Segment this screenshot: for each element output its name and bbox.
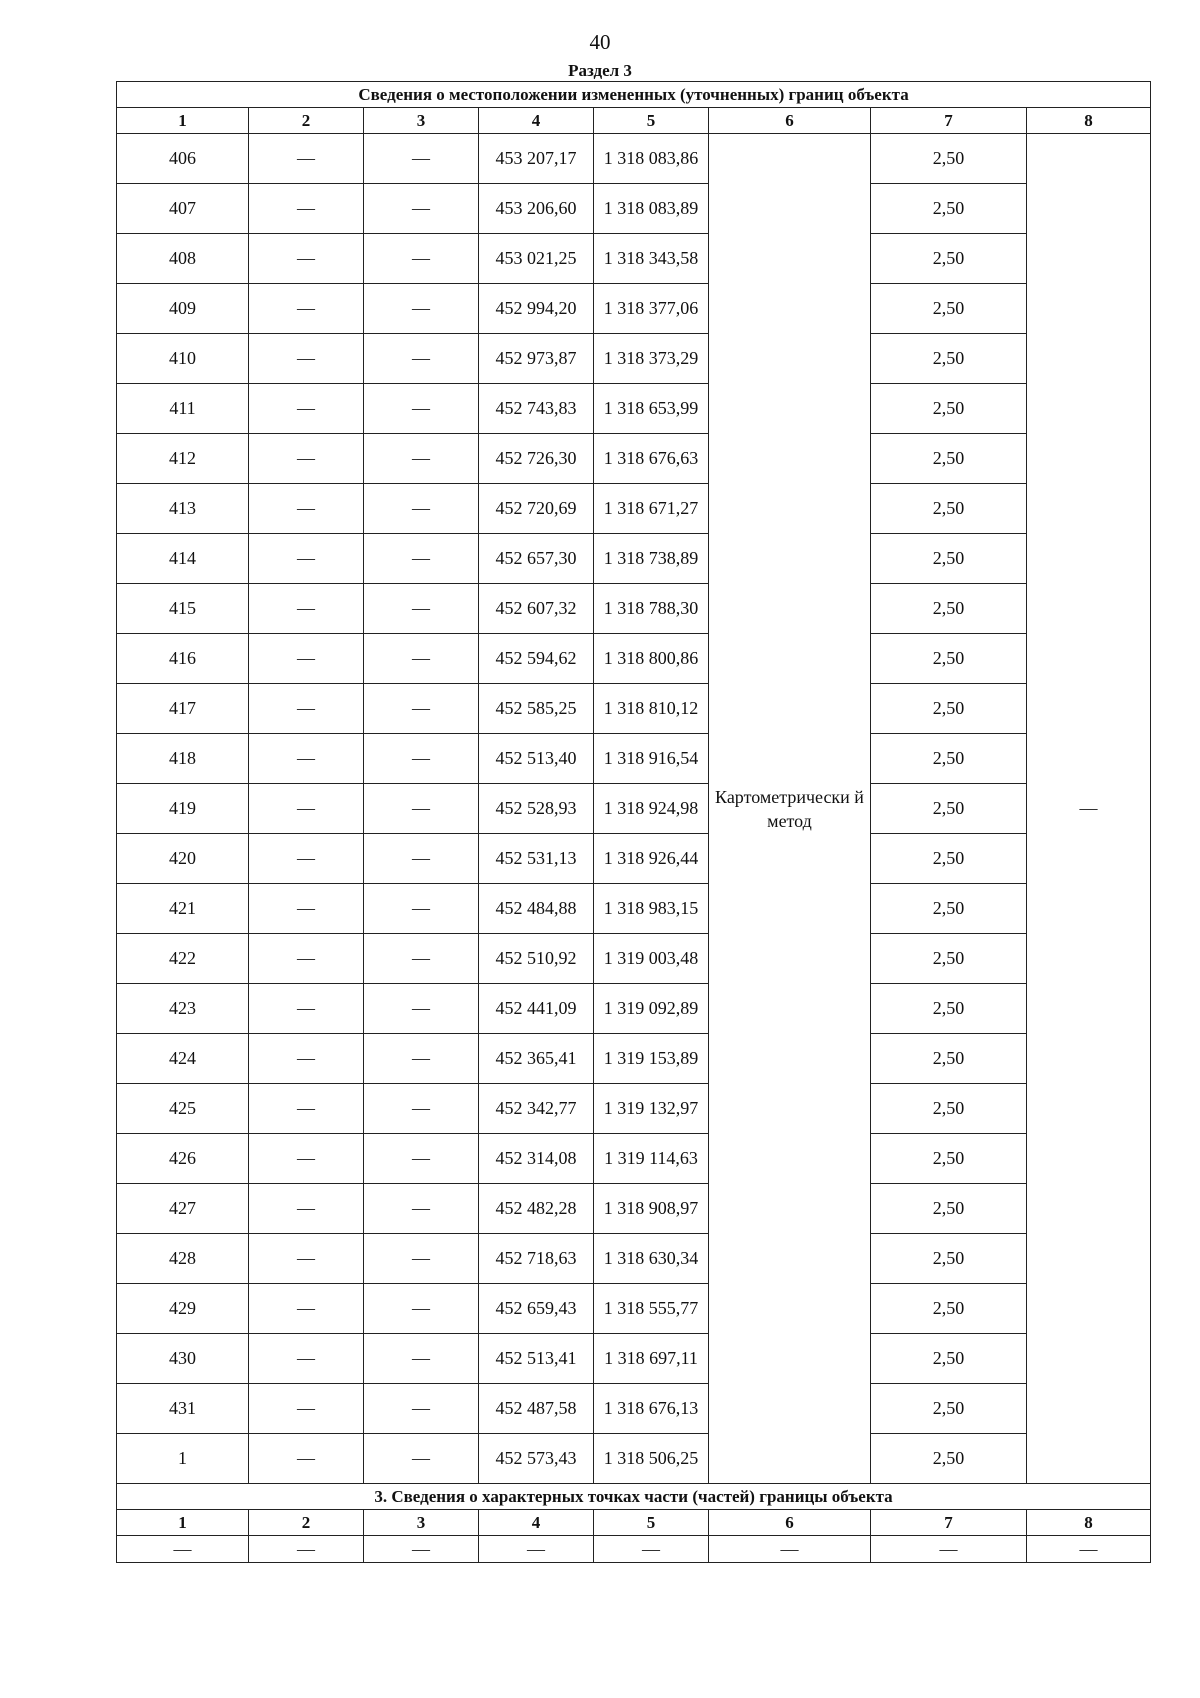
point-number-cell: 411 [117,384,249,434]
accuracy-cell: 2,50 [871,334,1027,384]
point-number-cell: 419 [117,784,249,834]
column-3-cell: — [364,1284,479,1334]
parts-cell: — [249,1536,364,1563]
table-row [117,1334,1151,1384]
y-coordinate-cell: 1 318 083,86 [594,134,709,184]
x-coordinate-cell: 452 573,43 [479,1434,594,1484]
accuracy-cell: 2,50 [871,1184,1027,1234]
x-coordinate-cell: 452 659,43 [479,1284,594,1334]
point-number-cell: 426 [117,1134,249,1184]
table-row [117,734,1151,784]
y-coordinate-cell: 1 318 810,12 [594,684,709,734]
parts-column-number-header: 6 [709,1510,871,1536]
column-number-header: 4 [479,108,594,134]
column-3-cell: — [364,834,479,884]
accuracy-cell: 2,50 [871,834,1027,884]
accuracy-cell: 2,50 [871,1434,1027,1484]
accuracy-cell: 2,50 [871,784,1027,834]
x-coordinate-cell: 452 484,88 [479,884,594,934]
point-number-cell: 413 [117,484,249,534]
accuracy-cell: 2,50 [871,684,1027,734]
y-coordinate-cell: 1 318 377,06 [594,284,709,334]
column-2-cell: — [249,1384,364,1434]
y-coordinate-cell: 1 318 671,27 [594,484,709,534]
column-3-cell: — [364,184,479,234]
method-cell: Картометрически й метод [709,134,871,1484]
table-row [117,534,1151,584]
parts-column-number-header: 3 [364,1510,479,1536]
column-2-cell: — [249,984,364,1034]
x-coordinate-cell: 453 207,17 [479,134,594,184]
x-coordinate-cell: 452 510,92 [479,934,594,984]
column-2-cell: — [249,1034,364,1084]
y-coordinate-cell: 1 318 908,97 [594,1184,709,1234]
table-row [117,634,1151,684]
x-coordinate-cell: 452 657,30 [479,534,594,584]
accuracy-cell: 2,50 [871,1284,1027,1334]
table-row [117,1284,1151,1334]
accuracy-cell: 2,50 [871,884,1027,934]
x-coordinate-cell: 452 314,08 [479,1134,594,1184]
table-row [117,1034,1151,1084]
table-row [117,434,1151,484]
table-row [117,784,1151,834]
x-coordinate-cell: 452 726,30 [479,434,594,484]
section-title: Раздел 3 [568,61,632,80]
column-2-cell: — [249,1234,364,1284]
column-2-cell: — [249,384,364,434]
y-coordinate-cell: 1 319 114,63 [594,1134,709,1184]
point-number-cell: 427 [117,1184,249,1234]
table-row [117,1434,1151,1484]
column-3-cell: — [364,734,479,784]
column-numbers-row [117,108,1151,134]
y-coordinate-cell: 1 318 738,89 [594,534,709,584]
column-2-cell: — [249,1084,364,1134]
parts-column-numbers-row [117,1510,1151,1536]
column-2-cell: — [249,584,364,634]
table-row [117,334,1151,384]
column-3-cell: — [364,634,479,684]
point-number-cell: 415 [117,584,249,634]
accuracy-cell: 2,50 [871,284,1027,334]
column-number-header: 5 [594,108,709,134]
point-number-cell: 412 [117,434,249,484]
column-2-cell: — [249,1134,364,1184]
table-row [117,1234,1151,1284]
column-3-cell: — [364,1084,479,1134]
accuracy-cell: 2,50 [871,984,1027,1034]
column-2-cell: — [249,484,364,534]
accuracy-cell: 2,50 [871,1384,1027,1434]
accuracy-cell: 2,50 [871,234,1027,284]
column-2-cell: — [249,834,364,884]
column-3-cell: — [364,1034,479,1084]
column-3-cell: — [364,1184,479,1234]
x-coordinate-cell: 452 718,63 [479,1234,594,1284]
column-3-cell: — [364,534,479,584]
column-3-cell: — [364,284,479,334]
parts-column-number-header: 1 [117,1510,249,1536]
point-number-cell: 418 [117,734,249,784]
table-row [117,134,1151,184]
table-row [117,1134,1151,1184]
column-3-cell: — [364,984,479,1034]
point-number-cell: 417 [117,684,249,734]
table-row [117,484,1151,534]
point-number-cell: 430 [117,1334,249,1384]
column-3-cell: — [364,684,479,734]
table-row [117,684,1151,734]
column-3-cell: — [364,584,479,634]
parts-caption-row [117,1484,1151,1510]
column-3-cell: — [364,1234,479,1284]
y-coordinate-cell: 1 318 630,34 [594,1234,709,1284]
column-3-cell: — [364,334,479,384]
x-coordinate-cell: 452 513,41 [479,1334,594,1384]
table-row [117,184,1151,234]
column-number-header: 3 [364,108,479,134]
column-3-cell: — [364,934,479,984]
accuracy-cell: 2,50 [871,1234,1027,1284]
point-number-cell: 414 [117,534,249,584]
column-2-cell: — [249,284,364,334]
table-row [117,1184,1151,1234]
accuracy-cell: 2,50 [871,934,1027,984]
parts-caption: 3. Сведения о характерных точках части (частей) границы объекта [117,1484,1151,1510]
column-2-cell: — [249,734,364,784]
point-number-cell: 407 [117,184,249,234]
column-2-cell: — [249,434,364,484]
x-coordinate-cell: 452 487,58 [479,1384,594,1434]
column-3-cell: — [364,1434,479,1484]
column-3-cell: — [364,484,479,534]
column-3-cell: — [364,384,479,434]
column-2-cell: — [249,1284,364,1334]
column-number-header: 7 [871,108,1027,134]
parts-cell: — [871,1536,1027,1563]
parts-cell: — [594,1536,709,1563]
y-coordinate-cell: 1 318 676,13 [594,1384,709,1434]
parts-column-number-header: 8 [1027,1510,1151,1536]
table-row [117,934,1151,984]
y-coordinate-cell: 1 318 800,86 [594,634,709,684]
table-row [117,984,1151,1034]
point-number-cell: 422 [117,934,249,984]
x-coordinate-cell: 452 441,09 [479,984,594,1034]
accuracy-cell: 2,50 [871,434,1027,484]
point-number-cell: 429 [117,1284,249,1334]
column-2-cell: — [249,784,364,834]
table-row [117,834,1151,884]
column-2-cell: — [249,534,364,584]
column-number-header: 6 [709,108,871,134]
x-coordinate-cell: 452 528,93 [479,784,594,834]
table-row [117,284,1151,334]
parts-cell: — [364,1536,479,1563]
parts-column-number-header: 4 [479,1510,594,1536]
table-row [117,884,1151,934]
y-coordinate-cell: 1 318 916,54 [594,734,709,784]
page-number: 40 [589,30,611,54]
x-coordinate-cell: 452 743,83 [479,384,594,434]
x-coordinate-cell: 452 973,87 [479,334,594,384]
column-2-cell: — [249,1334,364,1384]
table-row [117,384,1151,434]
point-number-cell: 406 [117,134,249,184]
x-coordinate-cell: 452 513,40 [479,734,594,784]
x-coordinate-cell: 452 342,77 [479,1084,594,1134]
point-number-cell: 431 [117,1384,249,1434]
column-2-cell: — [249,634,364,684]
column-8-cell: — [1027,134,1151,1484]
table-row [117,1084,1151,1134]
column-3-cell: — [364,884,479,934]
point-number-cell: 1 [117,1434,249,1484]
point-number-cell: 425 [117,1084,249,1134]
x-coordinate-cell: 453 206,60 [479,184,594,234]
column-number-header: 2 [249,108,364,134]
parts-cell: — [117,1536,249,1563]
x-coordinate-cell: 452 585,25 [479,684,594,734]
x-coordinate-cell: 452 594,62 [479,634,594,684]
point-number-cell: 409 [117,284,249,334]
parts-row [117,1536,1151,1563]
y-coordinate-cell: 1 319 153,89 [594,1034,709,1084]
column-2-cell: — [249,934,364,984]
column-2-cell: — [249,134,364,184]
table-caption: Сведения о местоположении измененных (уточненных) границ объекта [117,82,1151,108]
parts-column-number-header: 2 [249,1510,364,1536]
y-coordinate-cell: 1 318 676,63 [594,434,709,484]
point-number-cell: 420 [117,834,249,884]
y-coordinate-cell: 1 318 343,58 [594,234,709,284]
y-coordinate-cell: 1 318 788,30 [594,584,709,634]
table-row [117,234,1151,284]
column-3-cell: — [364,234,479,284]
column-3-cell: — [364,784,479,834]
point-number-cell: 421 [117,884,249,934]
point-number-cell: 410 [117,334,249,384]
accuracy-cell: 2,50 [871,384,1027,434]
accuracy-cell: 2,50 [871,634,1027,684]
y-coordinate-cell: 1 318 653,99 [594,384,709,434]
parts-column-number-header: 7 [871,1510,1027,1536]
column-3-cell: — [364,434,479,484]
y-coordinate-cell: 1 318 924,98 [594,784,709,834]
column-number-header: 8 [1027,108,1151,134]
accuracy-cell: 2,50 [871,134,1027,184]
accuracy-cell: 2,50 [871,534,1027,584]
point-number-cell: 416 [117,634,249,684]
x-coordinate-cell: 452 607,32 [479,584,594,634]
y-coordinate-cell: 1 318 697,11 [594,1334,709,1384]
column-2-cell: — [249,334,364,384]
accuracy-cell: 2,50 [871,734,1027,784]
table-row [117,1384,1151,1434]
point-number-cell: 423 [117,984,249,1034]
y-coordinate-cell: 1 319 003,48 [594,934,709,984]
x-coordinate-cell: 452 720,69 [479,484,594,534]
accuracy-cell: 2,50 [871,1334,1027,1384]
column-2-cell: — [249,234,364,284]
column-2-cell: — [249,184,364,234]
parts-cell: — [479,1536,594,1563]
table-row [117,584,1151,634]
accuracy-cell: 2,50 [871,484,1027,534]
column-3-cell: — [364,134,479,184]
x-coordinate-cell: 452 994,20 [479,284,594,334]
accuracy-cell: 2,50 [871,1134,1027,1184]
accuracy-cell: 2,50 [871,184,1027,234]
point-number-cell: 428 [117,1234,249,1284]
accuracy-cell: 2,50 [871,584,1027,634]
y-coordinate-cell: 1 318 506,25 [594,1434,709,1484]
y-coordinate-cell: 1 319 092,89 [594,984,709,1034]
column-2-cell: — [249,1434,364,1484]
y-coordinate-cell: 1 318 555,77 [594,1284,709,1334]
x-coordinate-cell: 452 365,41 [479,1034,594,1084]
column-3-cell: — [364,1134,479,1184]
point-number-cell: 424 [117,1034,249,1084]
x-coordinate-cell: 452 482,28 [479,1184,594,1234]
parts-cell: — [709,1536,871,1563]
accuracy-cell: 2,50 [871,1084,1027,1134]
column-number-header: 1 [117,108,249,134]
column-2-cell: — [249,884,364,934]
column-2-cell: — [249,684,364,734]
boundary-coordinates-table [116,81,1151,1563]
y-coordinate-cell: 1 318 373,29 [594,334,709,384]
column-2-cell: — [249,1184,364,1234]
column-3-cell: — [364,1334,479,1384]
y-coordinate-cell: 1 318 083,89 [594,184,709,234]
column-3-cell: — [364,1384,479,1434]
parts-cell: — [1027,1536,1151,1563]
y-coordinate-cell: 1 319 132,97 [594,1084,709,1134]
x-coordinate-cell: 452 531,13 [479,834,594,884]
x-coordinate-cell: 453 021,25 [479,234,594,284]
accuracy-cell: 2,50 [871,1034,1027,1084]
y-coordinate-cell: 1 318 926,44 [594,834,709,884]
point-number-cell: 408 [117,234,249,284]
y-coordinate-cell: 1 318 983,15 [594,884,709,934]
parts-column-number-header: 5 [594,1510,709,1536]
